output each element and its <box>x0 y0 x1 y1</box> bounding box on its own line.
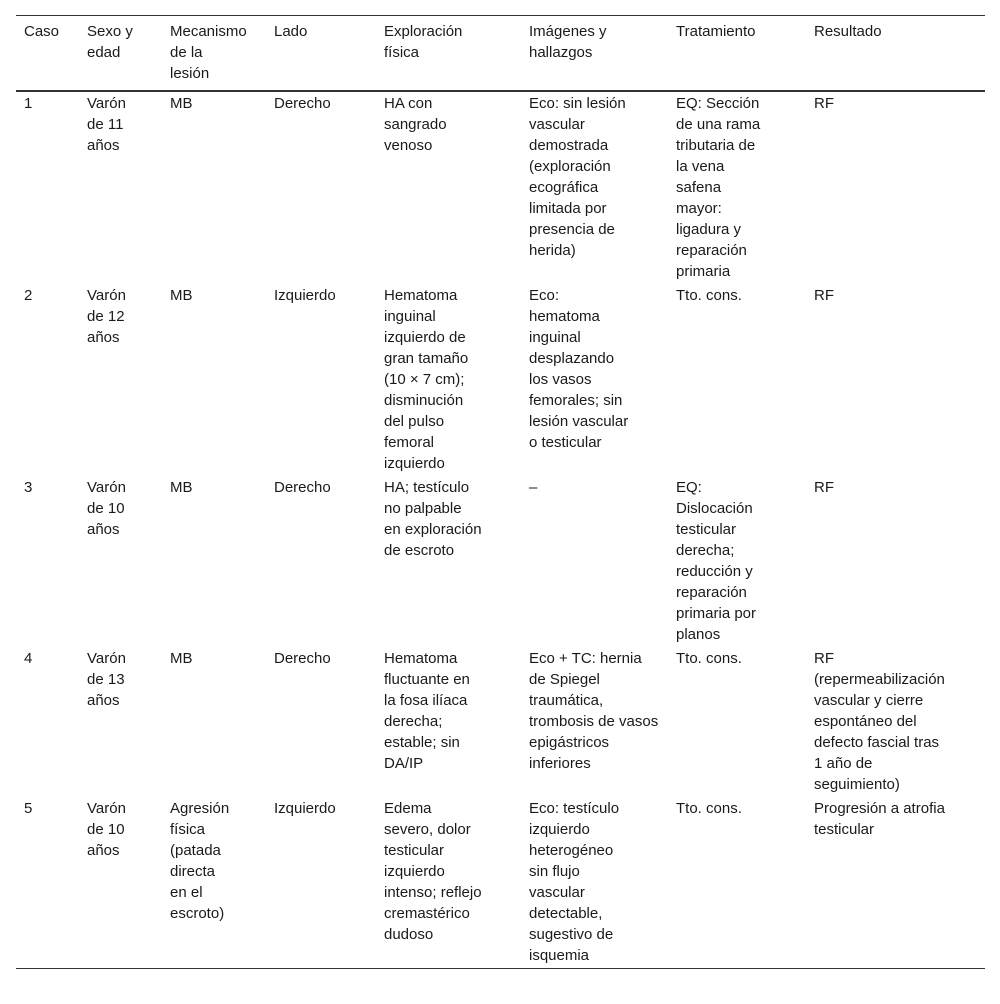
cell-tratamiento: Tto. cons. <box>676 650 742 667</box>
table-row <box>16 476 985 647</box>
cell-sexo-edad: Varón de 10 años <box>87 800 126 859</box>
cell-resultado: RF <box>814 95 834 112</box>
header-caso: Caso <box>24 23 60 40</box>
table-header <box>16 16 985 92</box>
table-row <box>16 284 985 476</box>
cell-lado: Derecho <box>274 95 331 112</box>
cell-imagenes: Eco: hematoma inguinal desplazando los vasos femorales; sin lesión vascular o testicular <box>529 287 629 451</box>
cell-tratamiento: Tto. cons. <box>676 800 742 817</box>
header-sexo-edad: Sexo y edad <box>87 23 133 61</box>
cell-exploracion: HA; testículo no palpable en exploración de escroto <box>384 479 482 559</box>
cell-caso: 4 <box>24 650 33 667</box>
header-mecanismo: Mecanismo de la lesión <box>170 23 247 82</box>
cell-imagenes: – <box>529 479 538 496</box>
cell-lado: Izquierdo <box>274 800 336 817</box>
cell-exploracion: HA con sangrado venoso <box>384 95 447 154</box>
cell-resultado: RF <box>814 479 834 496</box>
cell-imagenes: Eco + TC: hernia de Spiegel traumática, trombosis de vasos epigástricos inferiores <box>529 650 659 772</box>
cell-resultado: Progresión a atrofia testicular <box>814 800 945 838</box>
cell-exploracion: Hematoma inguinal izquierdo de gran tamaño (10 × 7 cm); disminución del pulso femoral izquierdo <box>384 287 469 472</box>
cell-tratamiento: Tto. cons. <box>676 287 742 304</box>
cell-mecanismo: MB <box>170 95 193 112</box>
cell-lado: Derecho <box>274 650 331 667</box>
cell-caso: 5 <box>24 800 33 817</box>
cell-imagenes: Eco: testículo izquierdo heterogéneo sin flujo vascular detectable, sugestivo de isquemia <box>529 800 620 964</box>
table-row <box>16 91 985 284</box>
table-row <box>16 797 985 969</box>
cell-mecanismo: MB <box>170 479 193 496</box>
cell-tratamiento: EQ: Dislocación testicular derecha; reducción y reparación primaria por planos <box>676 479 757 643</box>
cell-resultado: RF <box>814 287 834 304</box>
cell-sexo-edad: Varón de 11 años <box>87 95 126 154</box>
cell-exploracion: Hematoma fluctuante en la fosa ilíaca derecha; estable; sin DA/IP <box>384 650 470 772</box>
cell-caso: 3 <box>24 479 33 496</box>
cell-sexo-edad: Varón de 12 años <box>87 287 126 346</box>
cell-mecanismo: Agresión física (patada directa en el escroto) <box>170 800 230 922</box>
header-resultado: Resultado <box>814 23 882 40</box>
cell-mecanismo: MB <box>170 287 193 304</box>
cell-tratamiento: EQ: Sección de una rama tributaria de la vena safena mayor: ligadura y reparación primaria <box>676 95 761 280</box>
header-row <box>16 16 985 92</box>
cell-lado: Izquierdo <box>274 287 336 304</box>
cell-caso: 1 <box>24 95 33 112</box>
header-tratamiento: Tratamiento <box>676 23 756 40</box>
cell-sexo-edad: Varón de 13 años <box>87 650 126 709</box>
table-body <box>16 91 985 969</box>
table-row <box>16 647 985 797</box>
header-imagenes: Imágenes y hallazgos <box>529 23 607 61</box>
cell-exploracion: Edema severo, dolor testicular izquierdo intenso; reflejo cremastérico dudoso <box>384 800 482 943</box>
cell-sexo-edad: Varón de 10 años <box>87 479 126 538</box>
header-lado: Lado <box>274 23 308 40</box>
cell-resultado: RF (repermeabilización vascular y cierre espontáneo del defecto fascial tras 1 año de seguimiento) <box>814 650 945 793</box>
case-series-table <box>16 15 985 969</box>
cell-lado: Derecho <box>274 479 331 496</box>
header-exploracion: Exploración física <box>384 23 463 61</box>
cell-mecanismo: MB <box>170 650 193 667</box>
cell-imagenes: Eco: sin lesión vascular demostrada (exploración ecográfica limitada por presencia de herida) <box>529 95 626 259</box>
cell-caso: 2 <box>24 287 33 304</box>
